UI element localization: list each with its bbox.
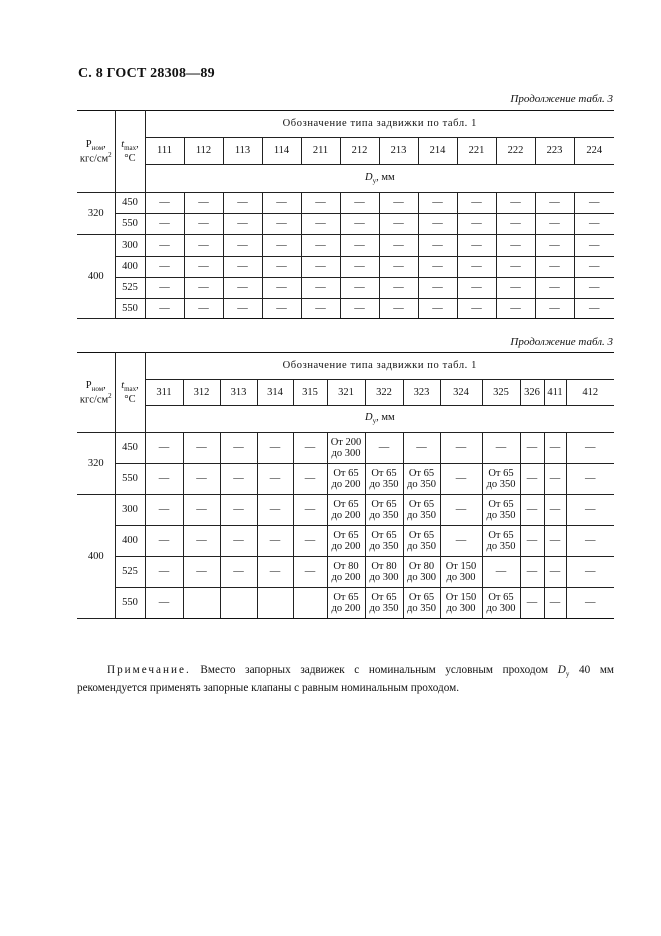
value-cell: От 65 до 350 bbox=[403, 588, 440, 619]
value-cell: От 65 до 200 bbox=[327, 464, 365, 495]
table-row bbox=[77, 495, 614, 526]
value-cell: — bbox=[223, 299, 262, 319]
table-row bbox=[77, 588, 614, 619]
value-cell: — bbox=[262, 278, 301, 299]
temperature-cell: 525 bbox=[115, 278, 145, 299]
value-cell: — bbox=[574, 278, 614, 299]
value-cell: — bbox=[566, 433, 614, 464]
value-cell: — bbox=[418, 214, 457, 235]
column-header: 213 bbox=[379, 138, 418, 165]
value-cell: — bbox=[535, 193, 574, 214]
column-header: 314 bbox=[257, 380, 293, 406]
value-cell: — bbox=[184, 299, 223, 319]
value-cell: — bbox=[145, 526, 183, 557]
value-cell: — bbox=[220, 464, 257, 495]
column-header: 412 bbox=[566, 380, 614, 406]
value-cell: — bbox=[403, 433, 440, 464]
value-cell: — bbox=[544, 495, 566, 526]
value-cell: — bbox=[520, 588, 544, 619]
value-cell: — bbox=[145, 495, 183, 526]
column-header: 113 bbox=[223, 138, 262, 165]
temperature-cell: 400 bbox=[115, 526, 145, 557]
column-header: 312 bbox=[183, 380, 220, 406]
value-cell: — bbox=[223, 235, 262, 257]
value-cell: — bbox=[301, 278, 340, 299]
table-row bbox=[77, 557, 614, 588]
value-cell: От 65 до 200 bbox=[327, 588, 365, 619]
value-cell: — bbox=[544, 526, 566, 557]
value-cell: — bbox=[220, 526, 257, 557]
value-cell: — bbox=[184, 193, 223, 214]
value-cell: — bbox=[145, 235, 184, 257]
value-cell: — bbox=[574, 299, 614, 319]
value-cell: — bbox=[520, 433, 544, 464]
value-cell: — bbox=[457, 214, 496, 235]
temperature-cell: 550 bbox=[115, 464, 145, 495]
dy-header: $D_у$, мм bbox=[145, 406, 614, 433]
value-cell: — bbox=[574, 193, 614, 214]
value-cell: — bbox=[262, 193, 301, 214]
column-header: 322 bbox=[365, 380, 403, 406]
value-cell: — bbox=[566, 464, 614, 495]
value-cell: От 65 до 350 bbox=[403, 464, 440, 495]
value-cell: — bbox=[293, 526, 327, 557]
value-cell: — bbox=[574, 235, 614, 257]
pressure-cell: 320 bbox=[77, 433, 115, 495]
value-cell: — bbox=[520, 526, 544, 557]
value-cell: — bbox=[257, 464, 293, 495]
value-cell: — bbox=[183, 526, 220, 557]
table-row bbox=[77, 433, 614, 464]
value-cell: — bbox=[418, 235, 457, 257]
pressure-cell: 400 bbox=[77, 495, 115, 619]
column-header: 211 bbox=[301, 138, 340, 165]
column-header: 411 bbox=[544, 380, 566, 406]
value-cell: — bbox=[535, 278, 574, 299]
value-cell: — bbox=[535, 214, 574, 235]
value-cell: — bbox=[544, 588, 566, 619]
value-cell: — bbox=[340, 257, 379, 278]
value-cell: — bbox=[544, 557, 566, 588]
temperature-cell: 550 bbox=[115, 214, 145, 235]
value-cell: — bbox=[535, 235, 574, 257]
note-label: Примечание. bbox=[107, 664, 191, 676]
value-cell: — bbox=[145, 299, 184, 319]
value-cell: От 65 до 350 bbox=[482, 495, 520, 526]
table-row bbox=[77, 299, 614, 319]
value-cell: — bbox=[223, 257, 262, 278]
column-header: 222 bbox=[496, 138, 535, 165]
value-cell: — bbox=[496, 193, 535, 214]
column-header: 223 bbox=[535, 138, 574, 165]
value-cell: — bbox=[145, 588, 183, 619]
column-header: 221 bbox=[457, 138, 496, 165]
value-cell: — bbox=[544, 433, 566, 464]
value-cell: От 150 до 300 bbox=[440, 557, 482, 588]
value-cell: От 65 до 350 bbox=[365, 464, 403, 495]
value-cell: — bbox=[301, 299, 340, 319]
value-cell: — bbox=[340, 278, 379, 299]
table1-continuation: Продолжение табл. 3 bbox=[510, 93, 613, 105]
column-header: 112 bbox=[184, 138, 223, 165]
temperature-cell: 525 bbox=[115, 557, 145, 588]
temperature-cell: 550 bbox=[115, 588, 145, 619]
value-cell: От 65 до 350 bbox=[403, 526, 440, 557]
value-cell: — bbox=[293, 557, 327, 588]
table-row bbox=[77, 257, 614, 278]
value-cell: — bbox=[379, 257, 418, 278]
page-header: С. 8 ГОСТ 28308—89 bbox=[78, 66, 215, 81]
pressure-header: $Р_{ном}$, кгс/$см^2$ bbox=[77, 353, 115, 433]
table1 bbox=[77, 110, 614, 319]
value-cell: — bbox=[365, 433, 403, 464]
type-header: Обозначение типа задвижки по табл. 1 bbox=[145, 353, 614, 380]
column-header: 212 bbox=[340, 138, 379, 165]
value-cell: — bbox=[145, 193, 184, 214]
value-cell: — bbox=[496, 299, 535, 319]
value-cell: — bbox=[220, 433, 257, 464]
type-header: Обозначение типа задвижки по табл. 1 bbox=[145, 111, 614, 138]
temperature-cell: 450 bbox=[115, 193, 145, 214]
value-cell: — bbox=[262, 214, 301, 235]
temperature-cell: 300 bbox=[115, 495, 145, 526]
table-row bbox=[77, 214, 614, 235]
value-cell: — bbox=[379, 193, 418, 214]
value-cell: От 200 до 300 bbox=[327, 433, 365, 464]
value-cell: От 80 до 300 bbox=[365, 557, 403, 588]
value-cell: — bbox=[418, 278, 457, 299]
value-cell: От 65 до 350 bbox=[365, 526, 403, 557]
value-cell bbox=[183, 588, 220, 619]
value-cell: — bbox=[145, 464, 183, 495]
value-cell bbox=[220, 588, 257, 619]
value-cell: — bbox=[183, 557, 220, 588]
value-cell: — bbox=[293, 495, 327, 526]
value-cell: — bbox=[223, 193, 262, 214]
pressure-cell: 320 bbox=[77, 193, 115, 235]
value-cell: — bbox=[220, 557, 257, 588]
value-cell: — bbox=[535, 257, 574, 278]
value-cell: — bbox=[482, 557, 520, 588]
value-cell: — bbox=[183, 464, 220, 495]
value-cell: — bbox=[301, 193, 340, 214]
value-cell: — bbox=[440, 495, 482, 526]
value-cell: — bbox=[457, 193, 496, 214]
value-cell: От 65 до 350 bbox=[365, 588, 403, 619]
value-cell: — bbox=[223, 214, 262, 235]
value-cell: — bbox=[340, 214, 379, 235]
temperature-cell: 300 bbox=[115, 235, 145, 257]
value-cell: — bbox=[457, 257, 496, 278]
value-cell: — bbox=[145, 557, 183, 588]
value-cell: — bbox=[183, 495, 220, 526]
value-cell: — bbox=[301, 235, 340, 257]
value-cell: — bbox=[145, 278, 184, 299]
value-cell: — bbox=[566, 495, 614, 526]
table-row bbox=[77, 193, 614, 214]
value-cell: — bbox=[566, 526, 614, 557]
table-row bbox=[77, 235, 614, 257]
value-cell: — bbox=[379, 278, 418, 299]
value-cell: — bbox=[340, 299, 379, 319]
temperature-cell: 550 bbox=[115, 299, 145, 319]
value-cell bbox=[293, 588, 327, 619]
value-cell: — bbox=[184, 214, 223, 235]
value-cell: — bbox=[257, 433, 293, 464]
value-cell: — bbox=[145, 433, 183, 464]
pressure-header: $Р_{ном}$, кгс/$см^2$ bbox=[77, 111, 115, 193]
value-cell: — bbox=[535, 299, 574, 319]
value-cell: — bbox=[301, 214, 340, 235]
value-cell: От 150 до 300 bbox=[440, 588, 482, 619]
column-header: 324 bbox=[440, 380, 482, 406]
note: Примечание. Вместо запорных задвижек с номинальным условным проходом $D_у$ 40 мм рекомендуется применять запорные клапаны с равным номинальным проходом. bbox=[77, 664, 614, 695]
value-cell: — bbox=[223, 278, 262, 299]
value-cell: — bbox=[379, 214, 418, 235]
value-cell: — bbox=[520, 557, 544, 588]
column-header: 311 bbox=[145, 380, 183, 406]
value-cell: — bbox=[340, 235, 379, 257]
temperature-cell: 400 bbox=[115, 257, 145, 278]
value-cell: — bbox=[301, 257, 340, 278]
value-cell: — bbox=[496, 235, 535, 257]
value-cell: От 65 до 350 bbox=[482, 464, 520, 495]
column-header: 214 bbox=[418, 138, 457, 165]
column-header: 315 bbox=[293, 380, 327, 406]
value-cell: — bbox=[257, 526, 293, 557]
value-cell: От 65 до 350 bbox=[365, 495, 403, 526]
value-cell: — bbox=[482, 433, 520, 464]
value-cell: — bbox=[293, 433, 327, 464]
value-cell: — bbox=[440, 464, 482, 495]
value-cell: — bbox=[257, 495, 293, 526]
value-cell: — bbox=[520, 495, 544, 526]
value-cell: — bbox=[440, 526, 482, 557]
value-cell: От 65 до 200 bbox=[327, 495, 365, 526]
value-cell: — bbox=[184, 235, 223, 257]
temperature-header: $t_{max}$, °C bbox=[115, 111, 145, 193]
value-cell: — bbox=[457, 299, 496, 319]
value-cell: — bbox=[379, 299, 418, 319]
value-cell: — bbox=[145, 214, 184, 235]
dy-header: $D_у$, мм bbox=[145, 165, 614, 193]
column-header: 325 bbox=[482, 380, 520, 406]
value-cell: — bbox=[183, 433, 220, 464]
value-cell: — bbox=[496, 257, 535, 278]
value-cell: — bbox=[184, 278, 223, 299]
value-cell: — bbox=[340, 193, 379, 214]
value-cell: — bbox=[220, 495, 257, 526]
table2 bbox=[77, 352, 614, 619]
pressure-cell: 400 bbox=[77, 235, 115, 319]
value-cell: — bbox=[566, 588, 614, 619]
value-cell: — bbox=[418, 299, 457, 319]
value-cell: От 65 до 300 bbox=[482, 588, 520, 619]
value-cell bbox=[257, 588, 293, 619]
table-row bbox=[77, 526, 614, 557]
table2-continuation: Продолжение табл. 3 bbox=[510, 336, 613, 348]
value-cell: — bbox=[574, 214, 614, 235]
value-cell: — bbox=[262, 299, 301, 319]
value-cell: — bbox=[262, 235, 301, 257]
value-cell: — bbox=[257, 557, 293, 588]
column-header: 114 bbox=[262, 138, 301, 165]
column-header: 111 bbox=[145, 138, 184, 165]
value-cell: — bbox=[496, 214, 535, 235]
value-cell: — bbox=[145, 257, 184, 278]
value-cell: — bbox=[262, 257, 301, 278]
value-cell: От 80 до 300 bbox=[403, 557, 440, 588]
value-cell: — bbox=[574, 257, 614, 278]
value-cell: От 65 до 350 bbox=[482, 526, 520, 557]
table-row bbox=[77, 464, 614, 495]
value-cell: — bbox=[418, 193, 457, 214]
temperature-cell: 450 bbox=[115, 433, 145, 464]
value-cell: — bbox=[566, 557, 614, 588]
value-cell: От 80 до 200 bbox=[327, 557, 365, 588]
value-cell: — bbox=[379, 235, 418, 257]
value-cell: — bbox=[440, 433, 482, 464]
value-cell: — bbox=[544, 464, 566, 495]
column-header: 326 bbox=[520, 380, 544, 406]
table-row bbox=[77, 278, 614, 299]
value-cell: — bbox=[457, 278, 496, 299]
column-header: 224 bbox=[574, 138, 614, 165]
value-cell: — bbox=[457, 235, 496, 257]
value-cell: — bbox=[293, 464, 327, 495]
value-cell: — bbox=[520, 464, 544, 495]
value-cell: От 65 до 350 bbox=[403, 495, 440, 526]
value-cell: — bbox=[496, 278, 535, 299]
column-header: 323 bbox=[403, 380, 440, 406]
temperature-header: $t_{max}$, °C bbox=[115, 353, 145, 433]
column-header: 313 bbox=[220, 380, 257, 406]
value-cell: — bbox=[184, 257, 223, 278]
value-cell: От 65 до 200 bbox=[327, 526, 365, 557]
value-cell: — bbox=[418, 257, 457, 278]
column-header: 321 bbox=[327, 380, 365, 406]
